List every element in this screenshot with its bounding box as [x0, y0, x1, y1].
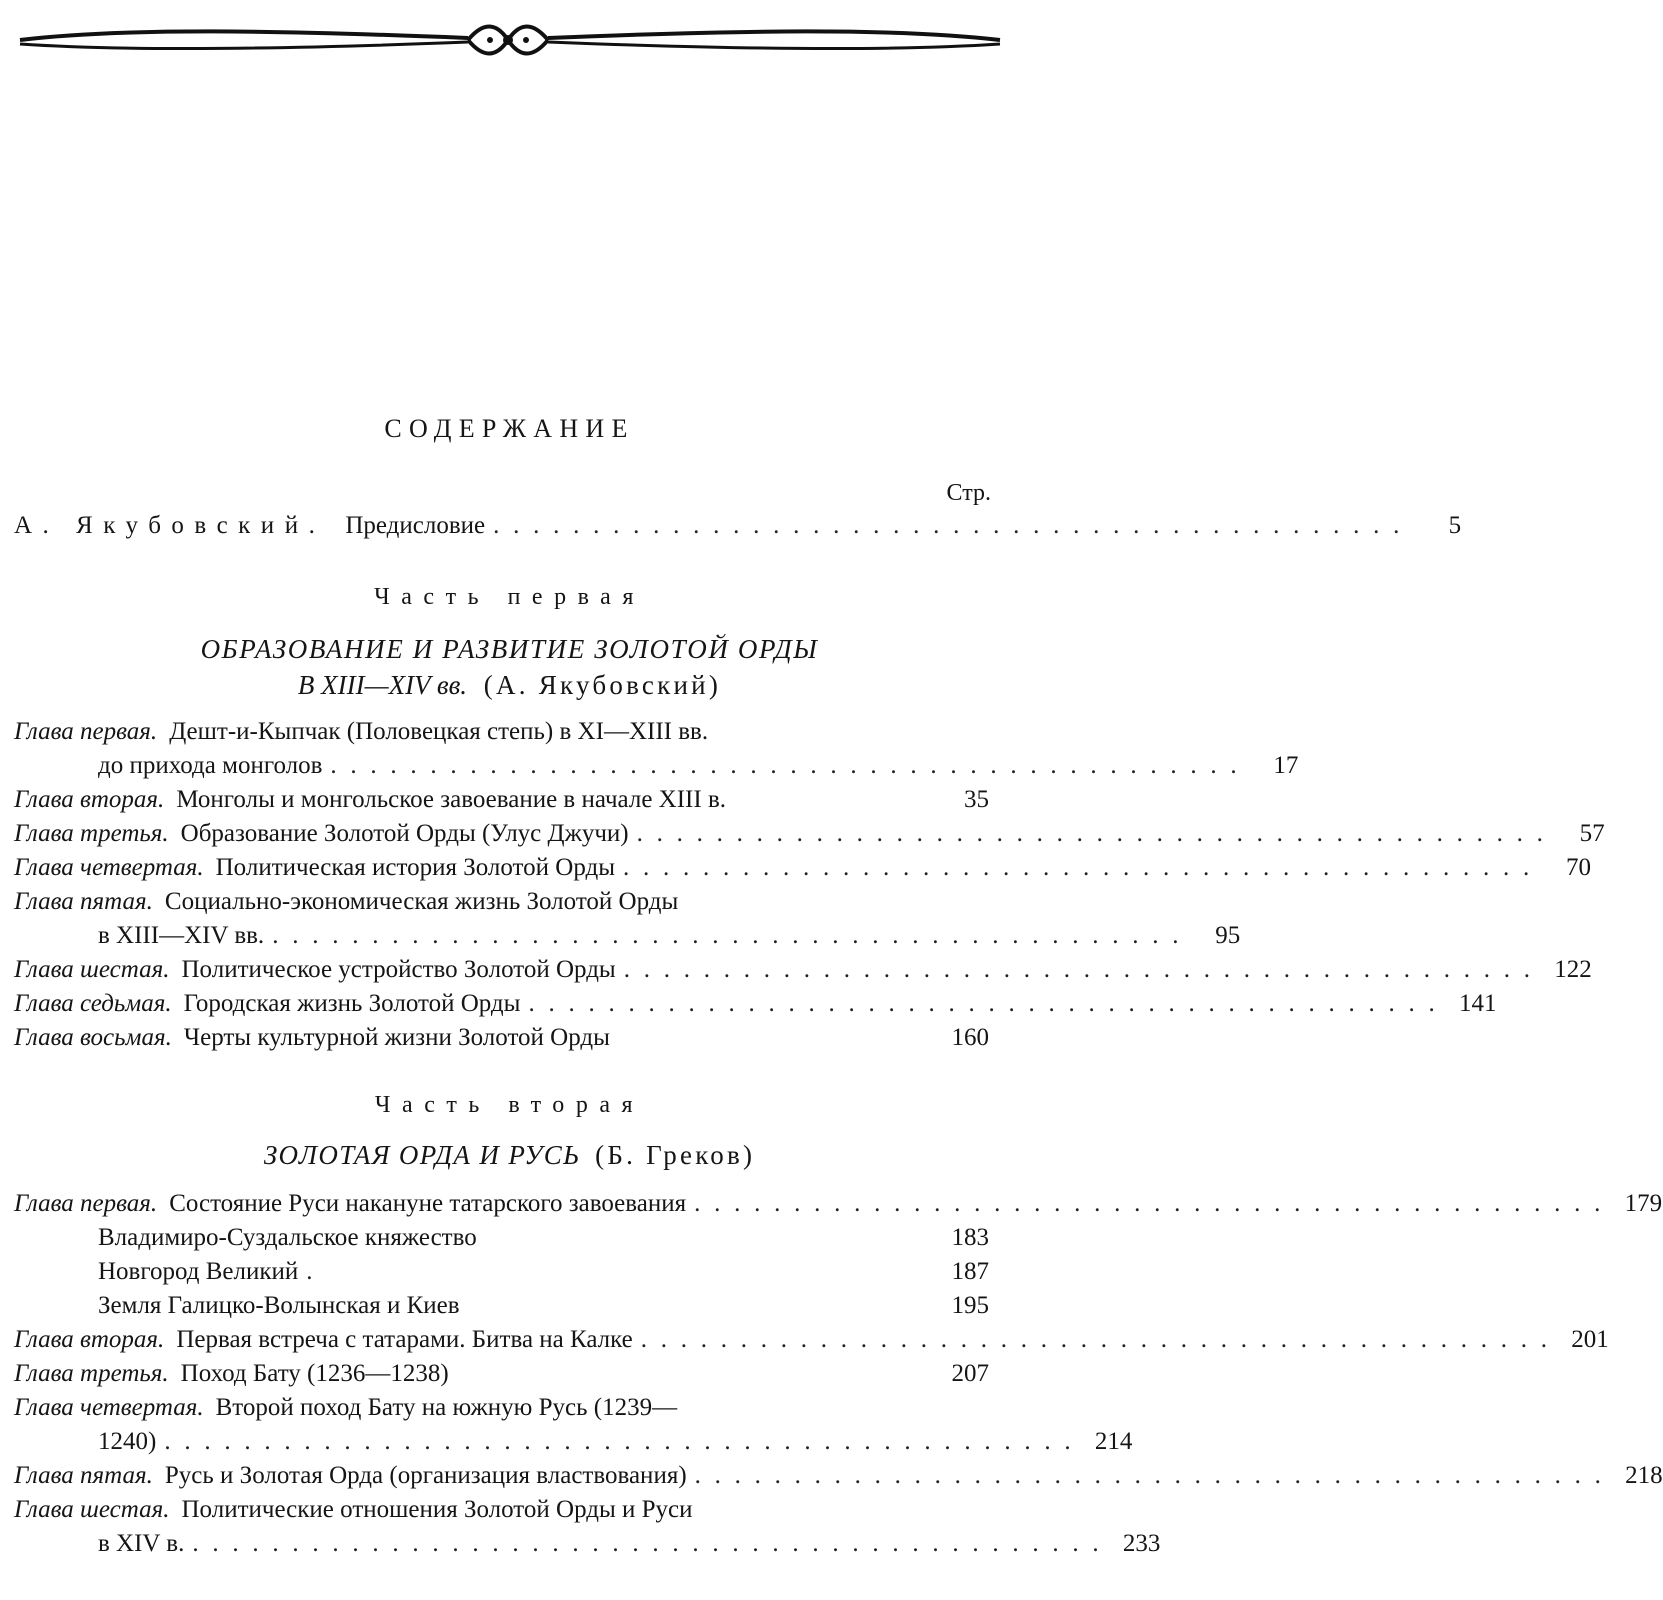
toc-entry[interactable]	[98, 1292, 989, 1326]
page-number: 141	[1458, 990, 1497, 1017]
chapter-title: Русь и Золотая Орда (организация властвования)	[164, 1462, 687, 1489]
chapter-title: Черты культурной жизни Золотой Орды	[183, 1024, 610, 1051]
chapter-label: Глава четвертая.	[14, 1394, 204, 1421]
chapter-title: Социально-экономическая жизнь Золотой Орды	[164, 888, 679, 915]
section-title: Новгород Великий	[98, 1258, 299, 1285]
dot-leader: ..............................................	[623, 854, 1544, 881]
page-number: 57	[1579, 820, 1605, 847]
chapter-label: Глава вторая.	[14, 786, 165, 813]
page-number: 214	[1094, 1428, 1133, 1455]
chapter-title-cont: до прихода монголов	[98, 752, 323, 779]
chapter-title: Политическая история Золотой Орды	[215, 854, 616, 881]
ornamental-divider	[18, 12, 1002, 62]
chapter-title-cont: в XIII—XIV вв.	[98, 922, 265, 949]
part-title	[0, 1140, 1019, 1171]
chapter-label: Глава вторая.	[14, 1326, 165, 1353]
page-number: 95	[1215, 922, 1241, 949]
preface-title: Предисловие	[345, 512, 486, 539]
page-number: 160	[951, 1024, 989, 1051]
chapter-title: Городская жизнь Золотой Орды	[183, 990, 521, 1017]
chapter-label: Глава третья.	[14, 1360, 169, 1387]
chapter-title-cont: в XIV в.	[98, 1530, 185, 1557]
toc-entry[interactable]	[14, 1394, 989, 1428]
page-number: 17	[1273, 752, 1299, 779]
chapter-label: Глава пятая.	[14, 888, 153, 915]
page-number: 70	[1566, 854, 1592, 881]
chapter-label: Глава четвертая.	[14, 854, 204, 881]
part-author: (Б. Греков)	[595, 1140, 756, 1170]
chapter-label: Глава шестая.	[14, 956, 170, 983]
toc-entry[interactable]	[14, 1024, 989, 1058]
chapter-label: Глава первая.	[14, 718, 158, 745]
toc-entry[interactable]	[14, 854, 1592, 888]
dot-leader: .	[306, 1258, 327, 1285]
part-title-line2	[0, 670, 1019, 701]
contents-title: СОДЕРЖАНИЕ	[384, 414, 635, 443]
toc-entry[interactable]	[14, 820, 1605, 854]
dot-leader: ..............................................	[493, 512, 1414, 539]
page-number: 195	[951, 1292, 989, 1319]
chapter-title: Поход Бату (1236—1238)	[180, 1360, 449, 1387]
toc-entry[interactable]	[14, 990, 1497, 1024]
page-number: 183	[951, 1224, 989, 1251]
chapter-title-cont: 1240)	[98, 1428, 157, 1455]
chapter-label: Глава третья.	[14, 820, 169, 847]
toc-entry[interactable]	[14, 1462, 1663, 1496]
chapter-label: Глава первая.	[14, 1190, 158, 1217]
page-number: 233	[1122, 1530, 1161, 1557]
toc-entry-continuation	[98, 752, 1299, 786]
toc-entry[interactable]	[98, 1258, 989, 1292]
dot-leader: ..............................................	[272, 922, 1193, 949]
dot-leader: ..............................................	[164, 1428, 1085, 1455]
page-number: 122	[1554, 956, 1592, 983]
part-label: Часть первая	[374, 584, 645, 610]
chapter-title: Первая встреча с татарами. Битва на Калке	[176, 1326, 633, 1353]
toc-entry[interactable]	[14, 718, 989, 752]
dot-leader: ..............................................	[192, 1530, 1113, 1557]
toc-entry[interactable]	[14, 1190, 1663, 1224]
toc-entry[interactable]	[14, 786, 989, 820]
chapter-title: Политическое устройство Золотой Орды	[181, 956, 616, 983]
dot-leader: ..............................................	[623, 956, 1544, 983]
chapter-title: Образование Золотой Орды (Улус Джучи)	[180, 820, 629, 847]
dot-leader: ..............................................	[694, 1190, 1615, 1217]
toc-entry[interactable]	[14, 956, 1592, 990]
page-number: 5	[1448, 512, 1462, 539]
toc-entry[interactable]	[14, 1360, 989, 1394]
page-number: 201	[1571, 1326, 1609, 1353]
page-number: 187	[951, 1258, 989, 1285]
part-title-line1: ОБРАЗОВАНИЕ И РАЗВИТИЕ ЗОЛОТОЙ ОРДЫ	[200, 634, 819, 664]
dot-leader: ..............................................	[528, 990, 1449, 1017]
section-title: Владимиро-Суздальское княжество	[98, 1224, 477, 1251]
page-number: 218	[1625, 1462, 1663, 1489]
chapter-label: Глава седьмая.	[14, 990, 172, 1017]
chapter-title: Дешт-и-Кыпчак (Половецкая степь) в XI—XIII вв.	[169, 718, 709, 745]
dot-leader: ..............................................	[694, 1462, 1615, 1489]
preface-author: А. Якубовский.	[14, 512, 326, 539]
chapter-title: Политические отношения Золотой Орды и Руси	[181, 1496, 693, 1523]
part-title-text: ЗОЛОТАЯ ОРДА И РУСЬ	[263, 1140, 581, 1170]
toc-entry[interactable]	[14, 888, 989, 922]
part-title-period: В XIII—XIV вв.	[297, 670, 468, 700]
toc-entry-preface[interactable]	[14, 512, 1462, 546]
toc-entry-continuation	[98, 1530, 1161, 1564]
chapter-label: Глава пятая.	[14, 1462, 153, 1489]
section-title: Земля Галицко-Волынская и Киев	[98, 1292, 460, 1319]
toc-entry[interactable]	[98, 1224, 989, 1258]
part-label: Часть вторая	[374, 1092, 645, 1118]
dot-leader: ..............................................	[640, 1326, 1561, 1353]
toc-entry[interactable]	[14, 1326, 1609, 1360]
page-number: 35	[964, 786, 989, 813]
page-column-label: Стр.	[946, 480, 991, 506]
chapter-title: Состояние Руси накануне татарского завоевания	[169, 1190, 687, 1217]
dot-leader: ..............................................	[330, 752, 1251, 779]
toc-entry-continuation	[98, 922, 1241, 956]
chapter-label: Глава восьмая.	[14, 1024, 172, 1051]
chapter-label: Глава шестая.	[14, 1496, 170, 1523]
toc-entry-continuation	[98, 1428, 1133, 1462]
page-number: 179	[1624, 1190, 1663, 1217]
toc-entry[interactable]	[14, 1496, 989, 1530]
chapter-title: Монголы и монгольское завоевание в начале XIII в.	[176, 786, 727, 813]
page-number: 207	[951, 1360, 989, 1387]
chapter-title: Второй поход Бату на южную Русь (1239—	[215, 1394, 678, 1421]
dot-leader: ..............................................	[636, 820, 1557, 847]
part-author: (А. Якубовский)	[483, 670, 722, 700]
